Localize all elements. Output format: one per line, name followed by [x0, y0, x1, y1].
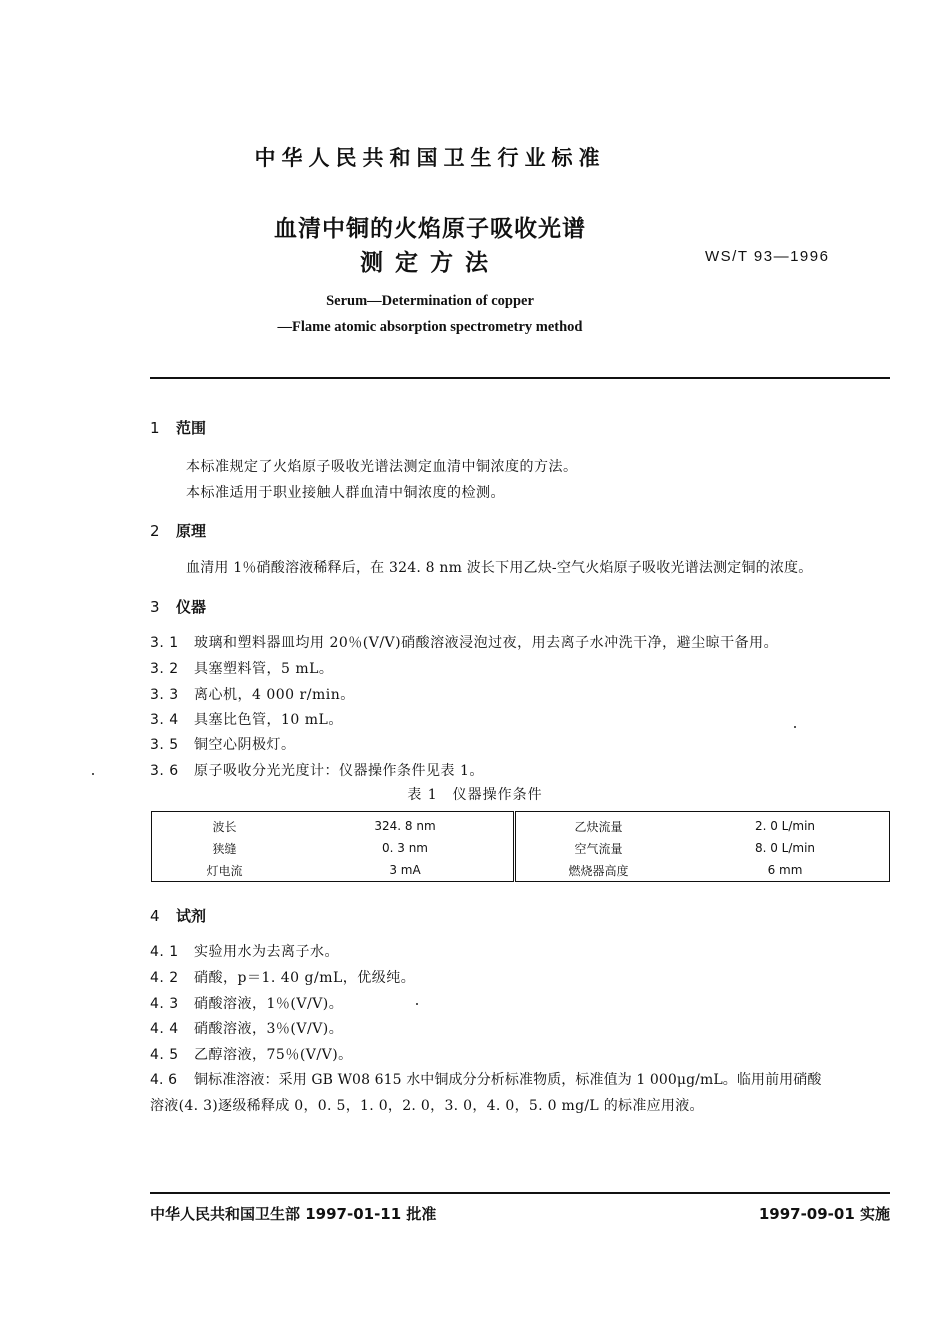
section-number: 3 — [150, 598, 160, 616]
list-item — [150, 734, 296, 754]
table-caption: 表 1 仪器操作条件 — [407, 787, 543, 803]
scope-paragraph-1: 本标准规定了火焰原子吸收光谱法测定血清中铜浓度的方法。 — [186, 459, 578, 475]
table-cell: 波长 — [212, 819, 237, 834]
table-cell: 燃烧器高度 — [568, 863, 629, 878]
item-number: 3. 6 — [150, 763, 179, 779]
item-text: 具塞塑料管，5 mL。 — [194, 661, 334, 677]
section-number: 4 — [150, 907, 160, 925]
table-cell: 灯电流 — [206, 863, 243, 878]
item-number: 4. 2 — [150, 970, 179, 986]
table-row — [152, 859, 890, 882]
item-text: 硝酸，p＝1. 40 g/mL，优级纯。 — [194, 970, 416, 986]
english-title-line1: Serum—Determination of copper — [326, 293, 534, 309]
item-text: 玻璃和塑料器皿均用 20％(V/V)硝酸溶液浸泡过夜，用去离子水冲洗干净，避尘晾干备用。 — [194, 635, 779, 651]
list-item — [150, 1018, 343, 1038]
item-number: 4. 3 — [150, 996, 179, 1012]
list-item — [150, 632, 778, 652]
item-number: 4. 5 — [150, 1047, 179, 1063]
section-title: 仪器 — [176, 598, 207, 616]
section-number: 1 — [150, 419, 160, 437]
scan-speck — [416, 1003, 418, 1005]
english-title-line2: —Flame atomic absorption spectrometry method — [277, 319, 583, 335]
section-heading-scope — [150, 417, 206, 438]
table-cell: 0. 3 nm — [297, 837, 515, 859]
section-title: 试剂 — [176, 907, 207, 925]
item-number: 4. 1 — [150, 944, 179, 960]
item-number: 3. 4 — [150, 712, 179, 728]
list-item — [150, 658, 333, 678]
scan-speck — [794, 726, 796, 728]
item-text: 乙醇溶液，75％(V/V)。 — [194, 1047, 353, 1063]
table-cell: 狭缝 — [212, 841, 237, 856]
list-item — [150, 760, 484, 780]
item-number: 3. 5 — [150, 737, 179, 753]
table-cell: 8. 0 L/min — [754, 841, 816, 855]
section-title: 原理 — [176, 522, 207, 540]
approval-note: 中华人民共和国卫生部 1997-01-11 批准 — [150, 1205, 437, 1223]
list-item — [150, 709, 343, 729]
standard-code: WS/T 93—1996 — [705, 248, 830, 265]
list-item — [150, 941, 339, 961]
item-text: 铜标准溶液：采用 GB W08 615 水中铜成分分析标准物质，标准值为 1 000μg/mL。临用前用硝酸 — [194, 1072, 822, 1088]
table-cell: 3 mA — [297, 859, 515, 882]
scan-speck — [92, 773, 94, 775]
table-cell: 乙炔流量 — [574, 819, 623, 834]
table-cell: 2. 0 L/min — [754, 819, 816, 833]
standard-category: 中华人民共和国卫生行业标准 — [254, 146, 606, 170]
list-item — [150, 967, 415, 987]
document-title-line2: 测定方法 — [360, 250, 500, 276]
table-cell: 324. 8 nm — [297, 812, 515, 838]
list-item — [150, 1044, 353, 1064]
header-divider — [150, 377, 890, 379]
section-title: 范围 — [176, 419, 207, 437]
item-text: 具塞比色管，10 mL。 — [194, 712, 343, 728]
principle-paragraph: 血清用 1％硝酸溶液稀释后，在 324. 8 nm 波长下用乙炔-空气火焰原子吸收光谱法测定铜的浓度。 — [186, 560, 813, 576]
item-number: 4. 6 — [150, 1072, 178, 1088]
list-item — [150, 993, 343, 1013]
table-row — [152, 837, 890, 859]
item-number: 4. 4 — [150, 1021, 179, 1037]
item-text: 硝酸溶液，3％(V/V)。 — [194, 1021, 344, 1037]
list-item — [150, 684, 355, 704]
item-text: 实验用水为去离子水。 — [194, 944, 339, 960]
item-text: 原子吸收分光光度计：仪器操作条件见表 1。 — [194, 763, 484, 779]
item-number: 3. 2 — [150, 661, 179, 677]
item-text: 铜空心阴极灯。 — [194, 737, 296, 753]
section-heading-principle — [150, 520, 206, 541]
section-heading-instruments — [150, 596, 206, 617]
implementation-date: 1997-09-01 实施 — [758, 1205, 890, 1223]
item-text: 硝酸溶液，1％(V/V)。 — [194, 996, 344, 1012]
section-number: 2 — [150, 522, 160, 540]
scope-paragraph-2: 本标准适用于职业接触人群血清中铜浓度的检测。 — [186, 485, 505, 501]
item-text: 离心机，4 000 r/min。 — [194, 687, 355, 703]
footer-divider — [150, 1192, 890, 1194]
item-number: 3. 1 — [150, 635, 179, 651]
table-cell: 6 mm — [767, 863, 803, 877]
table-cell: 空气流量 — [574, 841, 623, 856]
section-heading-reagents — [150, 905, 206, 926]
instrument-conditions-table — [151, 811, 890, 882]
list-item — [150, 1069, 821, 1089]
item-continuation: 溶液(4. 3)逐级稀释成 0，0. 5，1. 0，2. 0，3. 0，4. 0，5. 0 mg/L 的标准应用液。 — [150, 1098, 704, 1114]
document-title-line1: 血清中铜的火焰原子吸收光谱 — [274, 216, 586, 242]
item-number: 3. 3 — [150, 687, 179, 703]
table-row — [152, 812, 890, 838]
